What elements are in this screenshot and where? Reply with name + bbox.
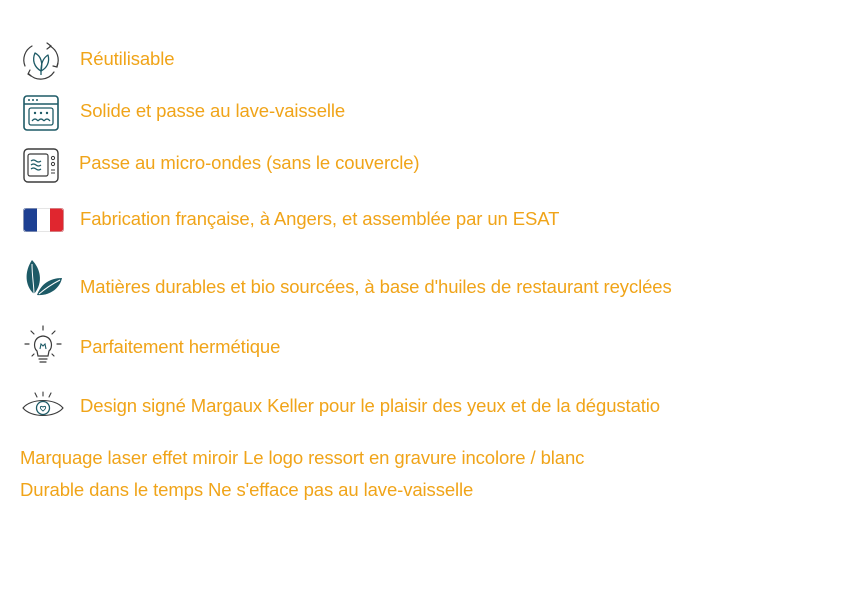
eye-icon — [21, 391, 65, 421]
lightbulb-icon — [23, 325, 63, 367]
feature-label: Parfaitement hermétique — [80, 336, 281, 357]
feature-label: Fabrication française, à Angers, et assemblée par un ESAT — [80, 208, 560, 229]
recycle-leaf-icon — [20, 39, 62, 81]
french-flag-icon — [23, 208, 64, 232]
note-laser-marking: Marquage laser effet miroir Le logo ressort en gravure incolore / blanc — [20, 447, 585, 468]
note-durable: Durable dans le temps Ne s'efface pas au lave-vaisselle — [20, 479, 474, 500]
feature-label: Design signé Margaux Keller pour le plaisir des yeux et de la dégustatio — [80, 395, 660, 416]
dishwasher-icon — [23, 95, 60, 132]
leaves-icon — [24, 258, 64, 298]
feature-label: Solide et passe au lave-vaisselle — [80, 100, 346, 121]
feature-label: Passe au micro-ondes (sans le couvercle) — [79, 152, 420, 173]
microwave-icon — [22, 147, 60, 185]
feature-label: Matières durables et bio sourcées, à base d'huiles de restaurant reyclées — [80, 276, 672, 297]
feature-label: Réutilisable — [80, 48, 175, 69]
